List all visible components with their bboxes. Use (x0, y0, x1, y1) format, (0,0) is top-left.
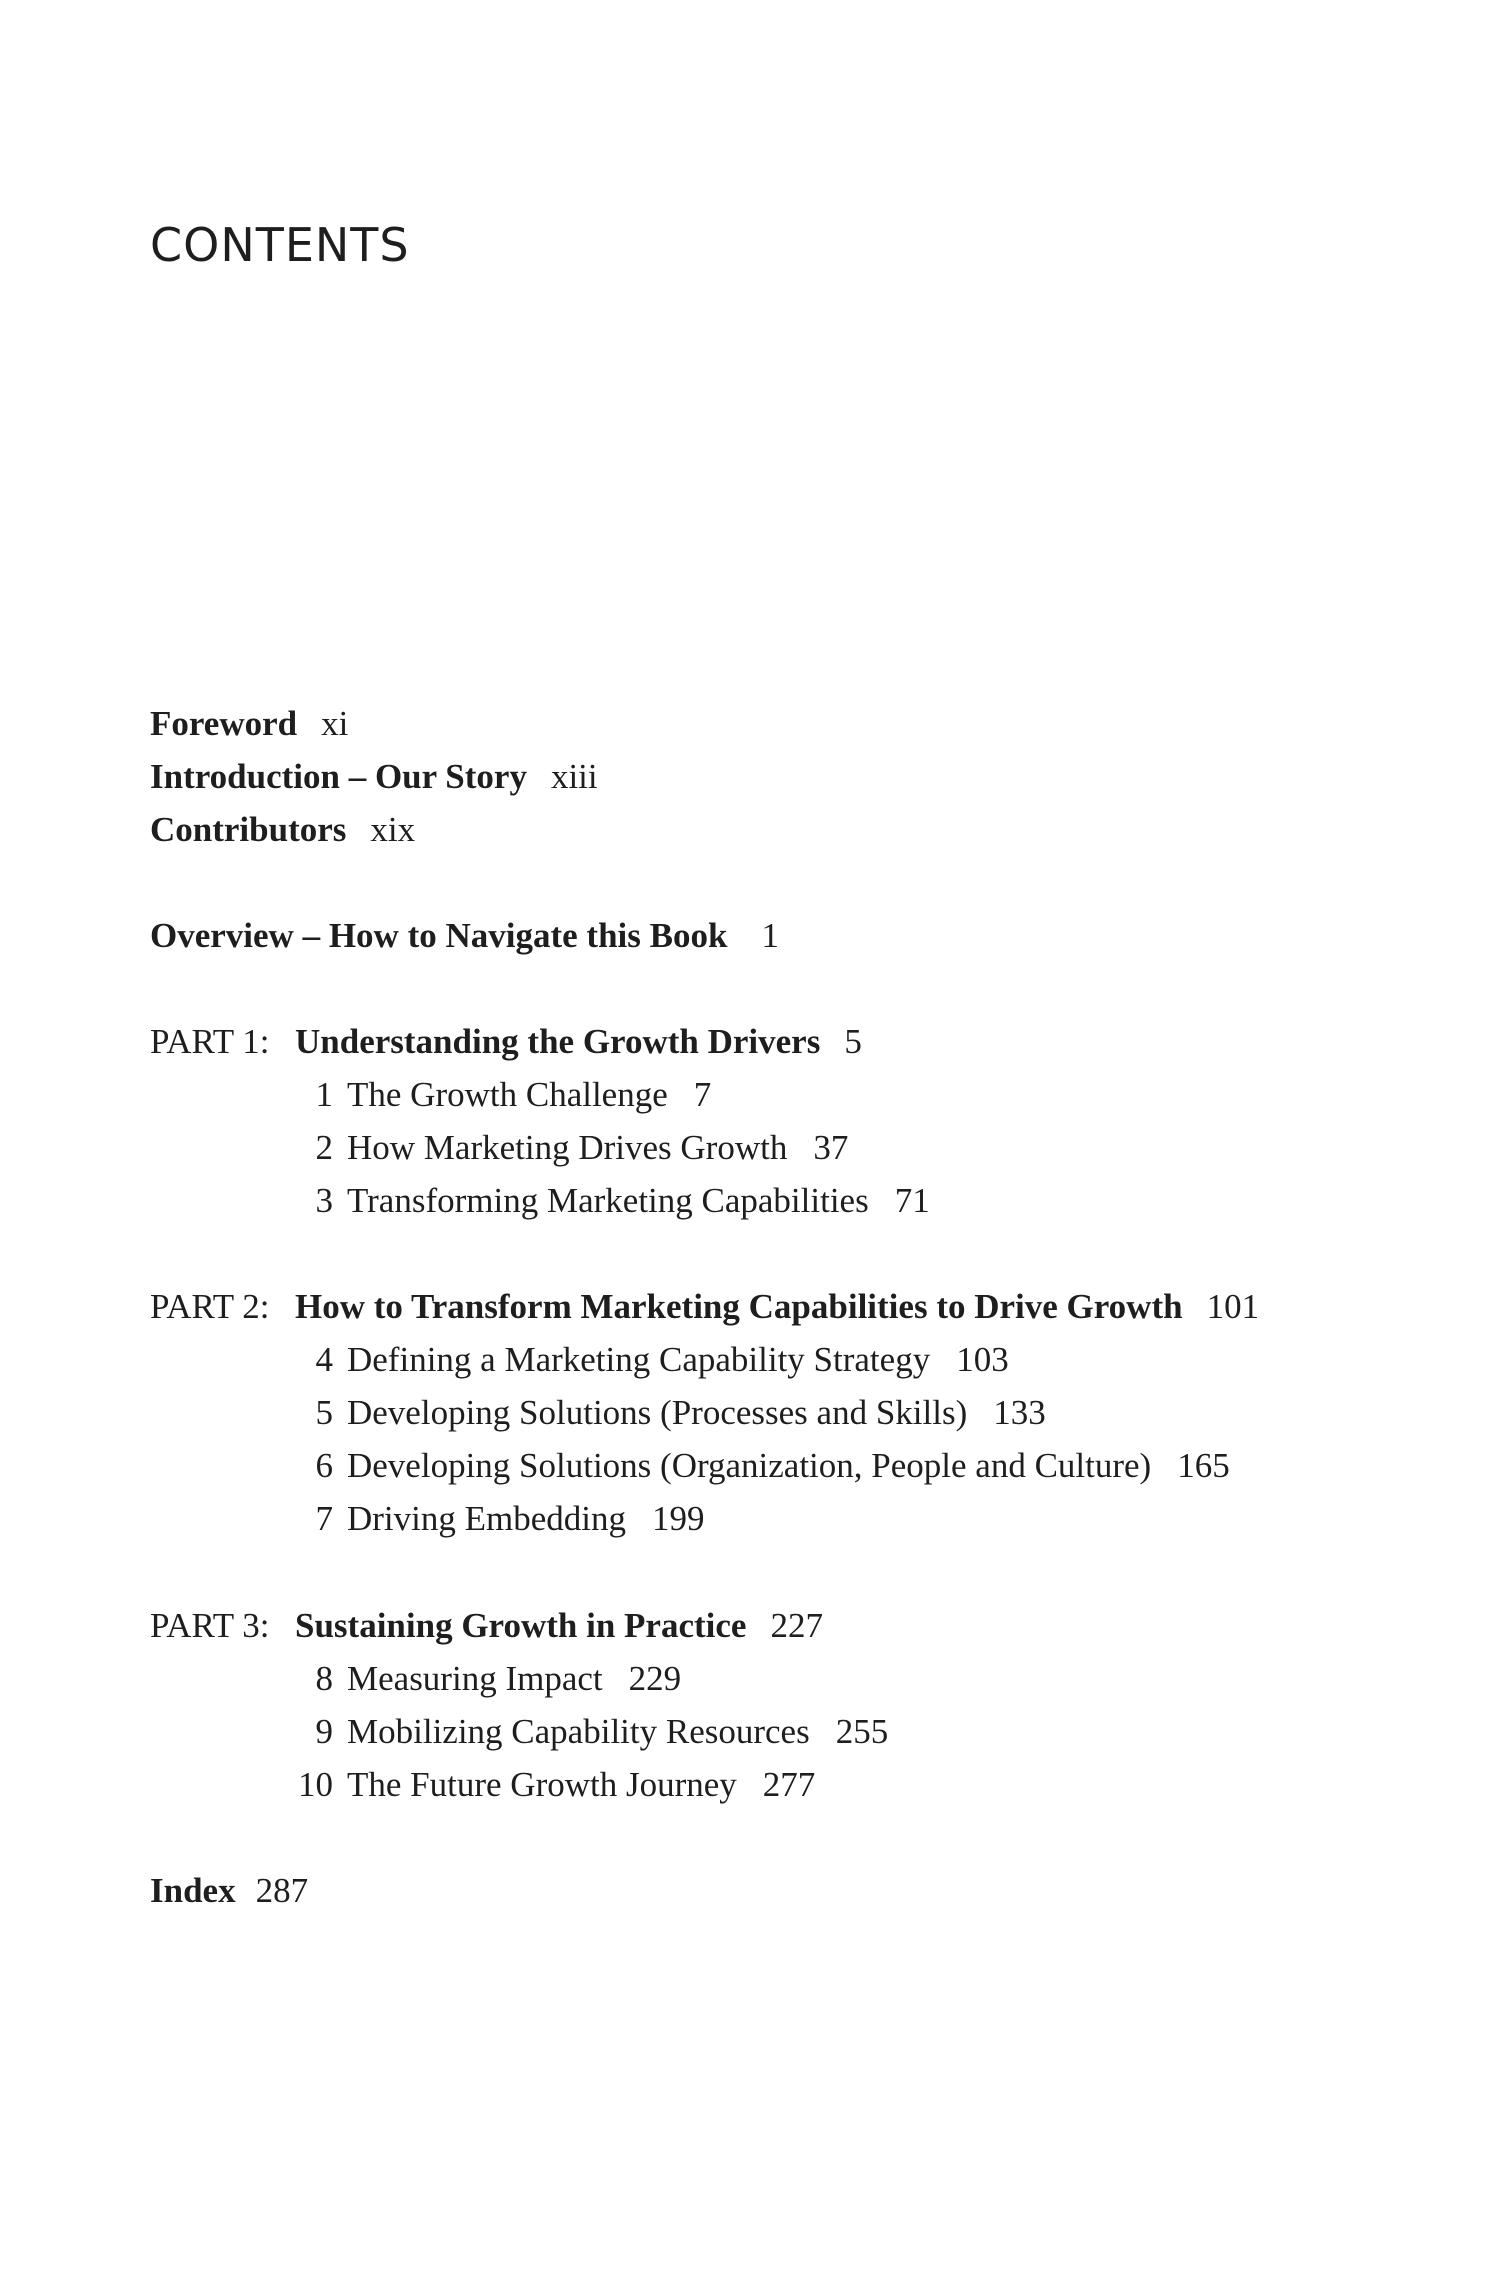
chapter-page: 165 (1177, 1446, 1230, 1485)
toc-entry-title: Foreword (150, 704, 298, 743)
chapter-title: Driving Embedding (347, 1499, 626, 1538)
chapter-number: 5 (315, 1393, 333, 1432)
chapter-page: 37 (813, 1128, 849, 1167)
chapter-title: How Marketing Drives Growth (347, 1128, 788, 1167)
chapter-title: The Future Growth Journey (347, 1765, 737, 1804)
chapter-number: 7 (315, 1499, 333, 1538)
toc-entry-page: 287 (255, 1871, 309, 1910)
part-label: PART 2: (150, 1287, 270, 1326)
toc-entry-title: Contributors (150, 810, 347, 849)
toc-chapter-9[interactable] (290, 1714, 888, 1749)
toc-part-2[interactable] (150, 1289, 1259, 1324)
toc-entry-title: Introduction – Our Story (150, 757, 527, 796)
chapter-number: 2 (315, 1128, 333, 1167)
chapter-number: 4 (315, 1340, 333, 1379)
chapter-title: Measuring Impact (347, 1659, 603, 1698)
chapter-page: 229 (628, 1659, 682, 1698)
toc-chapter-8[interactable] (290, 1661, 681, 1696)
chapter-page: 71 (894, 1181, 930, 1220)
chapter-page: 199 (652, 1499, 705, 1538)
part-label: PART 1: (150, 1022, 270, 1061)
chapter-page: 103 (956, 1340, 1009, 1379)
part-title: Understanding the Growth Drivers (295, 1022, 821, 1061)
toc-part-1[interactable] (150, 1024, 862, 1059)
chapter-title: Defining a Marketing Capability Strategy (347, 1340, 931, 1379)
toc-entry-page: xix (370, 810, 416, 849)
toc-entry-overview[interactable] (150, 918, 779, 953)
toc-entry-title: Overview – How to Navigate this Book (150, 916, 728, 955)
chapter-page: 255 (835, 1712, 889, 1751)
toc-entry-page: xi (321, 704, 349, 743)
part-page: 5 (844, 1022, 862, 1061)
toc-chapter-10[interactable] (290, 1767, 815, 1802)
toc-entry-introduction[interactable] (150, 759, 598, 794)
chapter-number: 10 (298, 1765, 333, 1804)
toc-chapter-7[interactable] (290, 1501, 705, 1536)
chapter-page: 277 (762, 1765, 816, 1804)
chapter-page: 7 (693, 1075, 712, 1114)
chapter-number: 6 (315, 1446, 333, 1485)
chapter-title: Mobilizing Capability Resources (347, 1712, 810, 1751)
toc-part-3[interactable] (150, 1608, 823, 1643)
toc-chapter-5[interactable] (290, 1395, 1046, 1430)
chapter-page: 133 (993, 1393, 1046, 1432)
page-title: CONTENTS (150, 218, 410, 272)
chapter-number: 8 (315, 1659, 333, 1698)
chapter-number: 1 (315, 1075, 333, 1114)
part-page: 101 (1206, 1287, 1260, 1326)
toc-entry-index[interactable] (150, 1873, 308, 1908)
toc-entry-title: Index (150, 1871, 236, 1910)
toc-chapter-4[interactable] (290, 1342, 1009, 1377)
toc-chapter-2[interactable] (290, 1130, 848, 1165)
toc-entry-foreword[interactable] (150, 706, 348, 741)
part-title: How to Transform Marketing Capabilities to Drive Growth (295, 1287, 1183, 1326)
chapter-title: The Growth Challenge (347, 1075, 668, 1114)
chapter-title: Transforming Marketing Capabilities (347, 1181, 869, 1220)
chapter-title: Developing Solutions (Processes and Skills) (347, 1393, 968, 1432)
chapter-number: 9 (315, 1712, 333, 1751)
part-page: 227 (770, 1606, 823, 1645)
chapter-title: Developing Solutions (Organization, People and Culture) (347, 1446, 1152, 1485)
toc-entry-page: 1 (761, 916, 779, 955)
toc-entry-contributors[interactable] (150, 812, 415, 847)
part-title: Sustaining Growth in Practice (295, 1606, 747, 1645)
chapter-number: 3 (315, 1181, 333, 1220)
toc-chapter-1[interactable] (290, 1077, 711, 1112)
part-label: PART 3: (150, 1606, 270, 1645)
toc-chapter-6[interactable] (290, 1448, 1230, 1483)
toc-entry-page: xiii (550, 757, 598, 796)
toc-chapter-3[interactable] (290, 1183, 930, 1218)
